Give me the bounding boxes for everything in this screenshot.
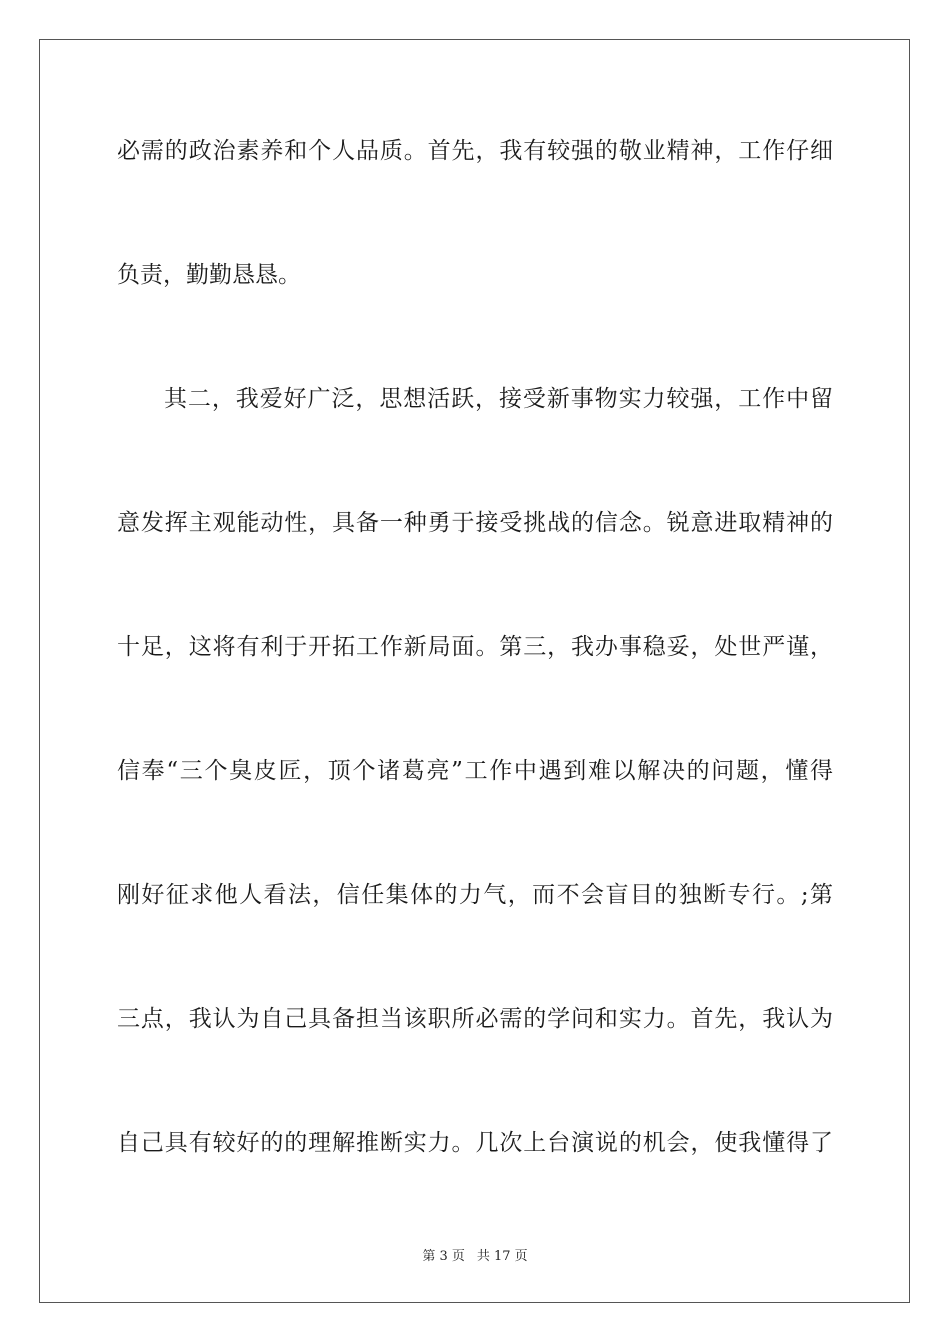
page-total: 共 17 页	[476, 1249, 528, 1264]
text-line-5: 十足，这将有利于开拓工作新局面。第三，我办事稳妥，处世严谨，	[117, 634, 833, 660]
page-number: 第 3 页	[422, 1249, 465, 1264]
page-border	[39, 39, 910, 1303]
text-line-1: 必需的政治素养和个人品质。首先，我有较强的敬业精神，工作仔细	[117, 138, 833, 164]
text-line-8: 三点，我认为自己具备担当该职所必需的学问和实力。首先，我认为	[117, 1006, 833, 1032]
text-line-2: 负责，勤勤恳恳。	[117, 262, 301, 288]
text-line-9: 自己具有较好的的理解推断实力。几次上台演说的机会，使我懂得了	[117, 1130, 833, 1156]
page-footer	[0, 1245, 950, 1264]
text-line-6: 信奉“三个臭皮匠，顶个诸葛亮”工作中遇到难以解决的问题，懂得	[117, 758, 833, 784]
text-line-3: 其二，我爱好广泛，思想活跃，接受新事物实力较强，工作中留	[164, 386, 833, 412]
text-line-7: 刚好征求他人看法，信任集体的力气，而不会盲目的独断专行。;第	[117, 882, 833, 908]
text-line-4: 意发挥主观能动性，具备一种勇于接受挑战的信念。锐意进取精神的	[117, 510, 833, 536]
